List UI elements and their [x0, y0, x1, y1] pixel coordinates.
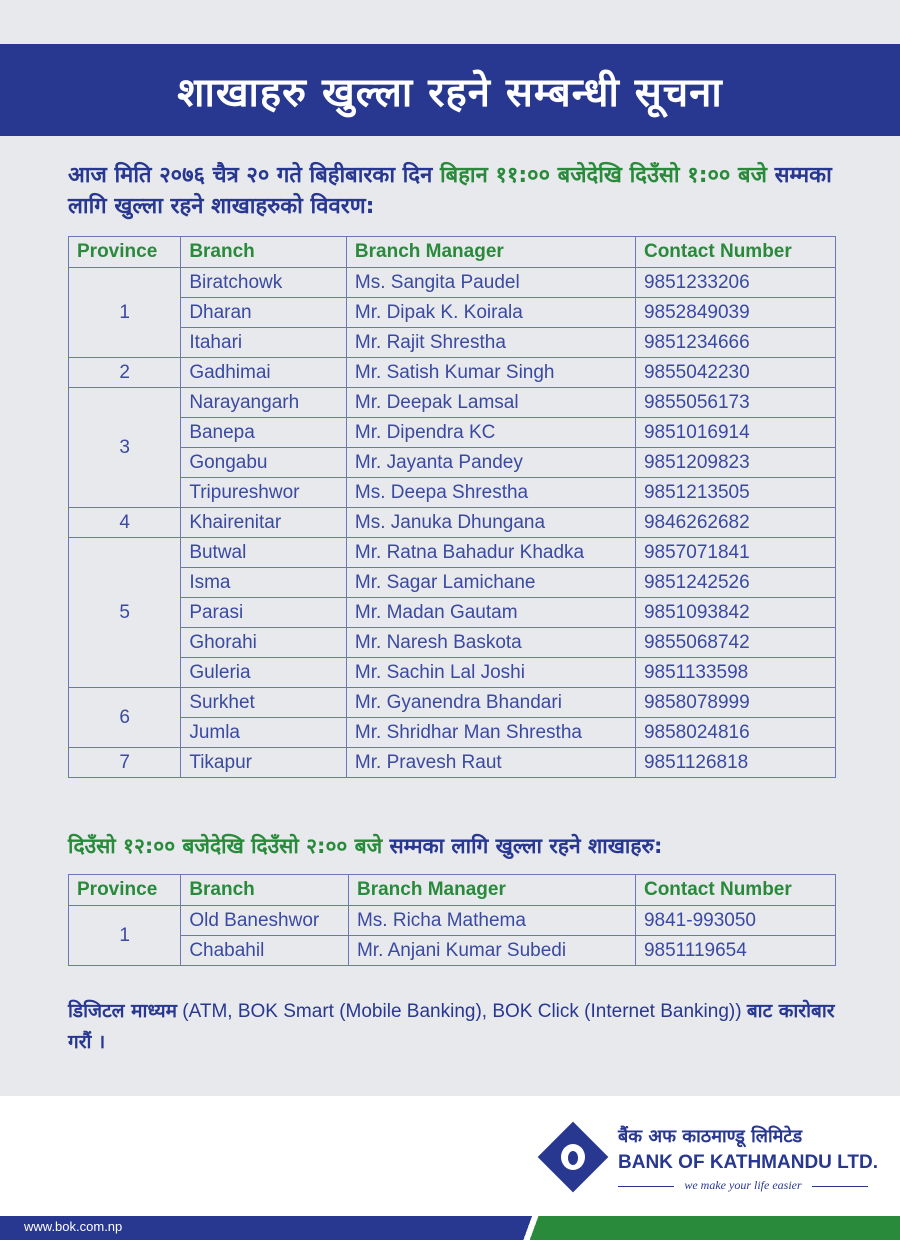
table-row [69, 598, 836, 628]
title-banner [0, 44, 900, 136]
province-cell: 2 [69, 358, 181, 388]
branch-cell: Banepa [181, 418, 347, 448]
province-cell: 7 [69, 748, 181, 778]
table-row [69, 658, 836, 688]
table-row [69, 748, 836, 778]
table-header-row [69, 875, 836, 906]
subheading [68, 832, 858, 860]
contact-cell: 9858024816 [635, 718, 835, 748]
table-row [69, 538, 836, 568]
province-cell: 5 [69, 538, 181, 688]
branch-cell: Khairenitar [181, 508, 347, 538]
subheading-rest: सम्मका लागि खुल्ला रहने शाखाहरु: [382, 834, 663, 858]
branch-cell: Ghorahi [181, 628, 347, 658]
table-header-row [69, 237, 836, 268]
manager-cell: Ms. Richa Mathema [348, 906, 635, 936]
table-row [69, 418, 836, 448]
contact-cell: 9855068742 [635, 628, 835, 658]
table-row [69, 358, 836, 388]
footer [0, 1096, 900, 1216]
logo-drop [568, 1151, 578, 1165]
table-row [69, 328, 836, 358]
province-cell: 1 [69, 906, 181, 966]
manager-cell: Mr. Dipendra KC [346, 418, 635, 448]
table-row [69, 388, 836, 418]
branches-table-afternoon [68, 874, 836, 966]
branch-cell: Guleria [181, 658, 347, 688]
header-contact: Contact Number [635, 237, 835, 268]
contact-cell: 9855042230 [635, 358, 835, 388]
bank-logo [534, 1124, 878, 1204]
manager-cell: Mr. Ratna Bahadur Khadka [346, 538, 635, 568]
table-row [69, 508, 836, 538]
manager-cell: Mr. Naresh Baskota [346, 628, 635, 658]
branch-cell: Tripureshwor [181, 478, 347, 508]
branch-cell: Chabahil [181, 936, 349, 966]
header-contact: Contact Number [635, 875, 835, 906]
branch-cell: Itahari [181, 328, 347, 358]
branch-cell: Biratchowk [181, 268, 347, 298]
manager-cell: Mr. Madan Gautam [346, 598, 635, 628]
contact-cell: 9851242526 [635, 568, 835, 598]
manager-cell: Mr. Anjani Kumar Subedi [348, 936, 635, 966]
website-link[interactable]: www.bok.com.np [24, 1219, 123, 1234]
table-row [69, 688, 836, 718]
branch-cell: Tikapur [181, 748, 347, 778]
branch-cell: Gongabu [181, 448, 347, 478]
table-row [69, 568, 836, 598]
table-row [69, 718, 836, 748]
contact-cell: 9851119654 [635, 936, 835, 966]
manager-cell: Mr. Deepak Lamsal [346, 388, 635, 418]
header-manager: Branch Manager [348, 875, 635, 906]
contact-cell: 9851213505 [635, 478, 835, 508]
table-row [69, 628, 836, 658]
manager-cell: Mr. Satish Kumar Singh [346, 358, 635, 388]
branch-cell: Old Baneshwor [181, 906, 349, 936]
digital-notice [68, 996, 848, 1058]
contact-cell: 9851093842 [635, 598, 835, 628]
branch-cell: Gadhimai [181, 358, 347, 388]
province-cell: 1 [69, 268, 181, 358]
digital-part3: बाट कारोबार गरौं । [68, 1000, 835, 1053]
table-row [69, 448, 836, 478]
branch-cell: Dharan [181, 298, 347, 328]
province-cell: 6 [69, 688, 181, 748]
manager-cell: Ms. Deepa Shrestha [346, 478, 635, 508]
branch-cell: Narayangarh [181, 388, 347, 418]
manager-cell: Mr. Rajit Shrestha [346, 328, 635, 358]
branch-cell: Butwal [181, 538, 347, 568]
contact-cell: 9851209823 [635, 448, 835, 478]
contact-cell: 9852849039 [635, 298, 835, 328]
header-branch: Branch [181, 237, 347, 268]
subheading-time: दिउँसो १२:०० बजेदेखि दिउँसो २:०० बजे [68, 834, 383, 858]
province-cell: 3 [69, 388, 181, 508]
table-row [69, 906, 836, 936]
branch-cell: Parasi [181, 598, 347, 628]
manager-cell: Mr. Jayanta Pandey [346, 448, 635, 478]
manager-cell: Mr. Sachin Lal Joshi [346, 658, 635, 688]
intro-part1: आज मिति २०७६ चैत्र २० गते बिहीबारका दिन [68, 163, 440, 188]
bottom-bar [0, 1216, 900, 1240]
digital-part2: (ATM, BOK Smart (Mobile Banking), BOK Click (Internet Banking)) [177, 1001, 747, 1022]
header-branch: Branch [181, 875, 349, 906]
header-province: Province [69, 875, 181, 906]
logo-name-nepali: बैंक अफ काठमाण्डू लिमिटेड [618, 1126, 803, 1147]
contact-cell: 9841-993050 [635, 906, 835, 936]
digital-part1: डिजिटल माध्यम [68, 1000, 177, 1022]
table-row [69, 268, 836, 298]
contact-cell: 9846262682 [635, 508, 835, 538]
logo-tagline: we make your life easier [618, 1178, 868, 1193]
header-province: Province [69, 237, 181, 268]
header-manager: Branch Manager [346, 237, 635, 268]
manager-cell: Mr. Shridhar Man Shrestha [346, 718, 635, 748]
table-row [69, 936, 836, 966]
branch-cell: Isma [181, 568, 347, 598]
contact-cell: 9855056173 [635, 388, 835, 418]
manager-cell: Mr. Sagar Lamichane [346, 568, 635, 598]
contact-cell: 9851133598 [635, 658, 835, 688]
contact-cell: 9851016914 [635, 418, 835, 448]
table-row [69, 478, 836, 508]
contact-cell: 9857071841 [635, 538, 835, 568]
manager-cell: Mr. Dipak K. Koirala [346, 298, 635, 328]
manager-cell: Mr. Pravesh Raut [346, 748, 635, 778]
branch-cell: Surkhet [181, 688, 347, 718]
branches-table-morning [68, 236, 836, 778]
intro-time: बिहान ११:०० बजेदेखि दिउँसो १:०० बजे [439, 163, 767, 188]
contact-cell: 9858078999 [635, 688, 835, 718]
branch-cell: Jumla [181, 718, 347, 748]
logo-name-english: BANK OF KATHMANDU LTD. [618, 1152, 878, 1173]
table-row [69, 298, 836, 328]
intro-text [68, 160, 848, 222]
intro-part3: सम्मका लागि खुल्ला रहने शाखाहरुको विवरण: [68, 163, 832, 219]
contact-cell: 9851126818 [635, 748, 835, 778]
manager-cell: Mr. Gyanendra Bhandari [346, 688, 635, 718]
contact-cell: 9851234666 [635, 328, 835, 358]
manager-cell: Ms. Januka Dhungana [346, 508, 635, 538]
manager-cell: Ms. Sangita Paudel [346, 268, 635, 298]
page-title: शाखाहरु खुल्ला रहने सम्बन्धी सूचना [177, 69, 723, 116]
contact-cell: 9851233206 [635, 268, 835, 298]
province-cell: 4 [69, 508, 181, 538]
